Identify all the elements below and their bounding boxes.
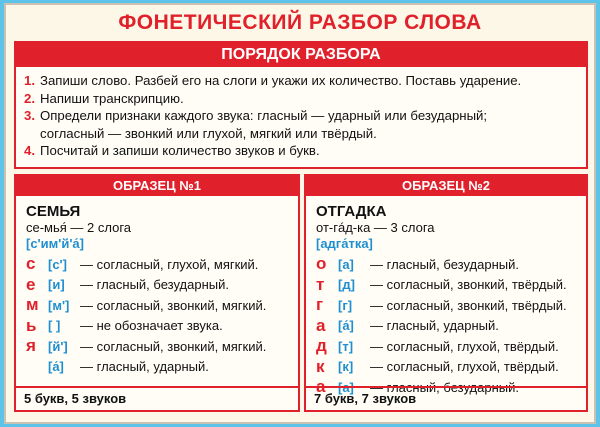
sound: [г] [338,297,353,313]
order-steps [16,67,586,160]
step-item [24,90,586,108]
letter: е [26,274,36,294]
sound: [а́] [48,359,64,375]
sound-row [316,295,586,316]
page-title: ФОНЕТИЧЕСКИЙ РАЗБОР СЛОВА [118,11,482,34]
step-text: Напиши транскрипцию. [40,90,184,106]
sound-row [26,254,298,275]
sound-row [26,357,298,378]
letter: д [316,336,327,356]
sound-row [26,275,298,296]
letter: к [316,356,325,376]
sound: [ ] [48,318,61,334]
sound-description: — согласный, звонкий, мягкий. [80,297,267,313]
sound-row [316,254,586,275]
sound: [м'] [48,297,70,313]
sound: [т] [338,338,354,354]
step-item [24,142,586,160]
letter: с [26,254,36,274]
sound: [с'] [48,256,67,272]
sample-2-heading: ОБРАЗЕЦ №2 [306,176,586,196]
order-box [14,41,588,169]
sound: [к] [338,359,354,375]
step-text: Посчитай и запиши количество звуков и букв. [40,143,320,158]
sound-description: — гласный, безударный. [80,277,229,293]
sample-1-heading: ОБРАЗЕЦ №1 [16,176,298,196]
sound: [й'] [48,338,68,354]
order-heading: ПОРЯДОК РАЗБОРА [16,43,586,67]
step-number: 4. [24,143,35,158]
sample-2-footer: 7 букв, 7 звуков [306,386,586,410]
sound: [д] [338,277,355,293]
sample-1-transcription: [с'им'й'а́] [26,236,84,251]
sound: [а] [338,256,354,272]
sample-1-syllables: се-мья́ — 2 слога [26,220,132,235]
sound-description: — согласный, глухой, твёрдый. [370,359,559,375]
sound: [а] [338,379,354,395]
sound-description: — согласный, глухой, твёрдый. [370,338,559,354]
sample-1-word: СЕМЬЯ [26,203,81,220]
letter: м [26,295,39,315]
step-item [24,107,586,142]
sample-2-box [304,174,588,412]
sample-1-footer: 5 букв, 5 звуков [16,386,298,410]
sound-row [316,275,586,296]
step-item [24,72,586,90]
sound-description: — гласный, ударный. [370,318,499,334]
sound-description: — не обозначает звука. [80,318,223,334]
letter: я [26,336,36,356]
sample-2-transcription: [адга́тка] [316,236,373,251]
step-number: 2. [24,90,35,106]
sound: [а́] [338,318,354,334]
step-text: Определи признаки каждого звука: гласный — ударный или безударный; согласный — звонкий или глухой, мягкий или твёрдый. [40,108,488,141]
letter: о [316,254,327,274]
sample-1-box [14,174,300,412]
sound-description: — гласный, ударный. [80,359,209,375]
sound-row [26,316,298,337]
sound-row [26,336,298,357]
sound-description: — согласный, звонкий, твёрдый. [370,297,567,313]
letter: а [316,377,326,397]
letter: т [316,274,325,294]
sound-description: — гласный, безударный. [370,256,519,272]
letter: а [316,315,326,335]
sound-description: — гласный, безударный. [370,379,519,395]
sound-description: — согласный, звонкий, мягкий. [80,338,267,354]
sound: [и] [48,277,65,293]
sound-row [316,336,586,357]
letter: г [316,295,324,315]
sound-row [316,357,586,378]
sound-row [316,316,586,337]
sample-2-word: ОТГАДКА [316,203,387,220]
sound-row [26,295,298,316]
sound-description: — согласный, глухой, мягкий. [80,256,259,272]
step-number: 3. [24,108,35,123]
sound-description: — согласный, звонкий, твёрдый. [370,277,567,293]
sample-2-syllables: от-гáд-ка — 3 слога [316,220,435,235]
step-number: 1. [24,73,35,88]
letter: ь [26,315,37,335]
poster [4,3,596,424]
step-text: Запиши слово. Разбей его на слоги и укажи их количество. Поставь ударение. [40,73,522,88]
